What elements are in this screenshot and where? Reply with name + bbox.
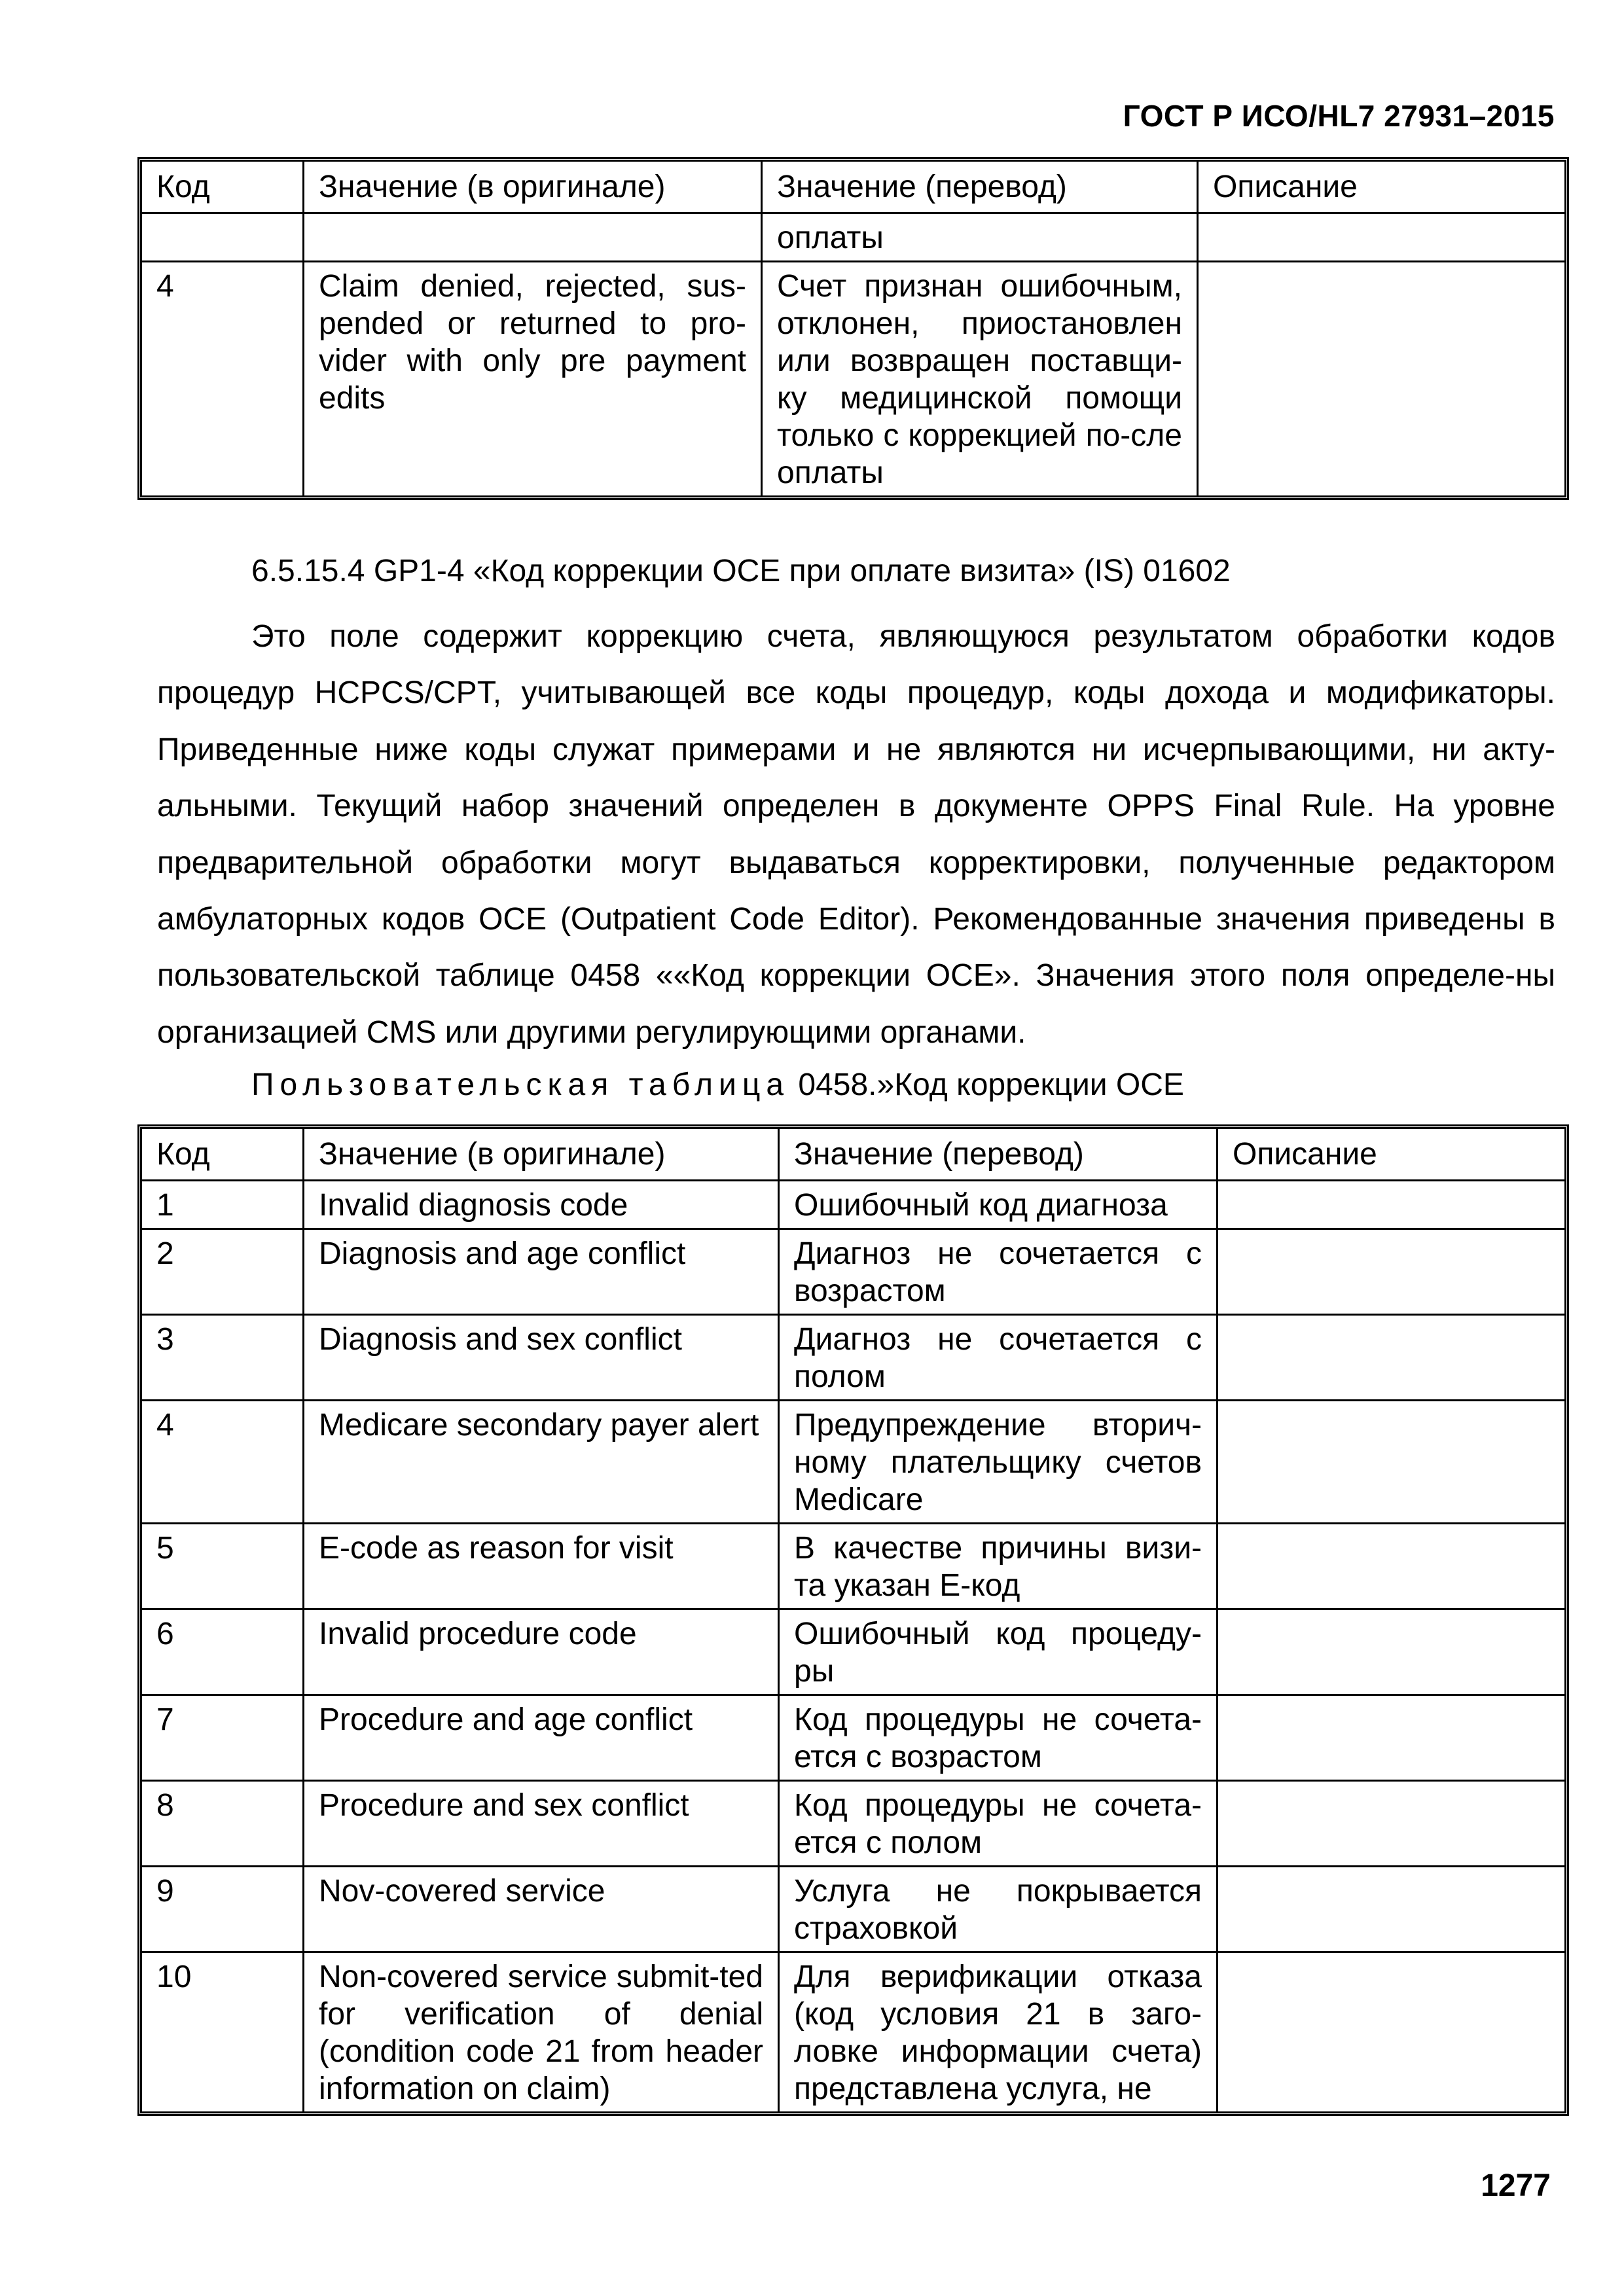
table-row bbox=[141, 213, 1566, 262]
table-caption-label: Пользовательская таблица bbox=[251, 1067, 790, 1102]
cell-code: 4 bbox=[141, 1401, 304, 1524]
cell-code: 10 bbox=[141, 1952, 304, 2113]
cell-original: Diagnosis and age conflict bbox=[304, 1229, 779, 1315]
cell-translation: Для верификации отказа (код условия 21 в заго-ловке информации счета) представлена услуга, не bbox=[779, 1952, 1218, 2113]
cell-description bbox=[1218, 1315, 1566, 1401]
cell-translation: Ошибочный код диагноза bbox=[779, 1181, 1218, 1229]
cell-translation: Ошибочный код процеду-ры bbox=[779, 1609, 1218, 1695]
cell-code: 4 bbox=[141, 262, 304, 497]
cell-original: Invalid procedure code bbox=[304, 1609, 779, 1695]
cell-code: 9 bbox=[141, 1867, 304, 1952]
table-row bbox=[141, 1695, 1566, 1781]
table-row bbox=[141, 1781, 1566, 1867]
column-header-original: Значение (в оригинале) bbox=[304, 161, 762, 213]
column-header-original: Значение (в оригинале) bbox=[304, 1128, 779, 1181]
cell-original: Procedure and sex conflict bbox=[304, 1781, 779, 1867]
section-heading: 6.5.15.4 GP1-4 «Код коррекции OCE при оплате визита» (IS) 01602 bbox=[251, 554, 1231, 588]
cell-description bbox=[1218, 1695, 1566, 1781]
cell-original bbox=[304, 213, 762, 262]
table-caption bbox=[251, 1066, 1184, 1105]
cell-translation: Код процедуры не сочета-ется с полом bbox=[779, 1781, 1218, 1867]
cell-original: Nov-covered service bbox=[304, 1867, 779, 1952]
cell-code: 5 bbox=[141, 1524, 304, 1609]
cell-translation: Предупреждение вторич-ному плательщику счетов Medicare bbox=[779, 1401, 1218, 1524]
cell-description bbox=[1218, 1781, 1566, 1867]
cell-original: Procedure and age conflict bbox=[304, 1695, 779, 1781]
column-header-code: Код bbox=[141, 1128, 304, 1181]
code-table-0458 bbox=[140, 1127, 1566, 2113]
table-row bbox=[141, 1524, 1566, 1609]
cell-description bbox=[1218, 1181, 1566, 1229]
table-row bbox=[141, 1229, 1566, 1315]
cell-original: Non-covered service submit-ted for verification of denial (condition code 21 from header information on claim) bbox=[304, 1952, 779, 2113]
cell-original: Invalid diagnosis code bbox=[304, 1181, 779, 1229]
table-header-row bbox=[141, 1128, 1566, 1181]
cell-description bbox=[1218, 1524, 1566, 1609]
cell-description bbox=[1218, 1867, 1566, 1952]
cell-translation: Код процедуры не сочета-ется с возрастом bbox=[779, 1695, 1218, 1781]
column-header-description: Описание bbox=[1218, 1128, 1566, 1181]
table-row bbox=[141, 1401, 1566, 1524]
column-header-code: Код bbox=[141, 161, 304, 213]
cell-original: E-code as reason for visit bbox=[304, 1524, 779, 1609]
table-caption-title: 0458.»Код коррекции OCE bbox=[798, 1067, 1184, 1102]
cell-description bbox=[1218, 1229, 1566, 1315]
cell-code: 6 bbox=[141, 1609, 304, 1695]
cell-translation: оплаты bbox=[762, 213, 1198, 262]
table-row bbox=[141, 262, 1566, 497]
cell-code: 3 bbox=[141, 1315, 304, 1401]
cell-original: Medicare secondary payer alert bbox=[304, 1401, 779, 1524]
cell-code: 1 bbox=[141, 1181, 304, 1229]
cell-translation: Счет признан ошибочным, отклонен, приостановлен или возвращен поставщи-ку медицинской помощи только с коррекцией по-сле оплаты bbox=[762, 262, 1198, 497]
column-header-translation: Значение (перевод) bbox=[762, 161, 1198, 213]
table-row bbox=[141, 1181, 1566, 1229]
cell-code bbox=[141, 213, 304, 262]
cell-description bbox=[1198, 213, 1566, 262]
table-row bbox=[141, 1315, 1566, 1401]
cell-translation: Диагноз не сочетается с возрастом bbox=[779, 1229, 1218, 1315]
document-header: ГОСТ Р ИСО/HL7 27931–2015 bbox=[1123, 99, 1555, 133]
cell-code: 8 bbox=[141, 1781, 304, 1867]
section-paragraph: Это поле содержит коррекцию счета, являющуюся результатом обработки кодов процедур HCPCS/CPT, учитывающей все коды процедур, коды дохода и модификаторы. Приведенные ниже коды служат примерами и не являются ни исчерпывающими, ни акту-альными. Текущий набор значений определен в документе OPPS Final Rule. На уровне предварительной обработки могут выдаваться корректировки, полученные редактором амбулаторных кодов OCE (Outpatient Code Editor). Рекомендованные значения приведены в пользовательской таблице 0458 ««Код коррекции OCE». Значения этого поля определе-ны организацией CMS или другими регулирующими органами. bbox=[157, 619, 1555, 1050]
page-number: 1277 bbox=[1481, 2168, 1551, 2203]
cell-description bbox=[1218, 1952, 1566, 2113]
cell-original: Diagnosis and sex conflict bbox=[304, 1315, 779, 1401]
cell-code: 7 bbox=[141, 1695, 304, 1781]
column-header-description: Описание bbox=[1198, 161, 1566, 213]
column-header-translation: Значение (перевод) bbox=[779, 1128, 1218, 1181]
cell-translation: В качестве причины визи-та указан E-код bbox=[779, 1524, 1218, 1609]
table-row bbox=[141, 1867, 1566, 1952]
table-row bbox=[141, 1952, 1566, 2113]
table-header-row bbox=[141, 161, 1566, 213]
cell-code: 2 bbox=[141, 1229, 304, 1315]
table-row bbox=[141, 1609, 1566, 1695]
cell-description bbox=[1218, 1609, 1566, 1695]
cell-translation: Диагноз не сочетается с полом bbox=[779, 1315, 1218, 1401]
continuation-table bbox=[140, 160, 1566, 497]
cell-description bbox=[1218, 1401, 1566, 1524]
cell-original: Claim denied, rejected, sus-pended or returned to pro-vider with only pre payment edits bbox=[304, 262, 762, 497]
cell-translation: Услуга не покрывается страховкой bbox=[779, 1867, 1218, 1952]
cell-description bbox=[1198, 262, 1566, 497]
